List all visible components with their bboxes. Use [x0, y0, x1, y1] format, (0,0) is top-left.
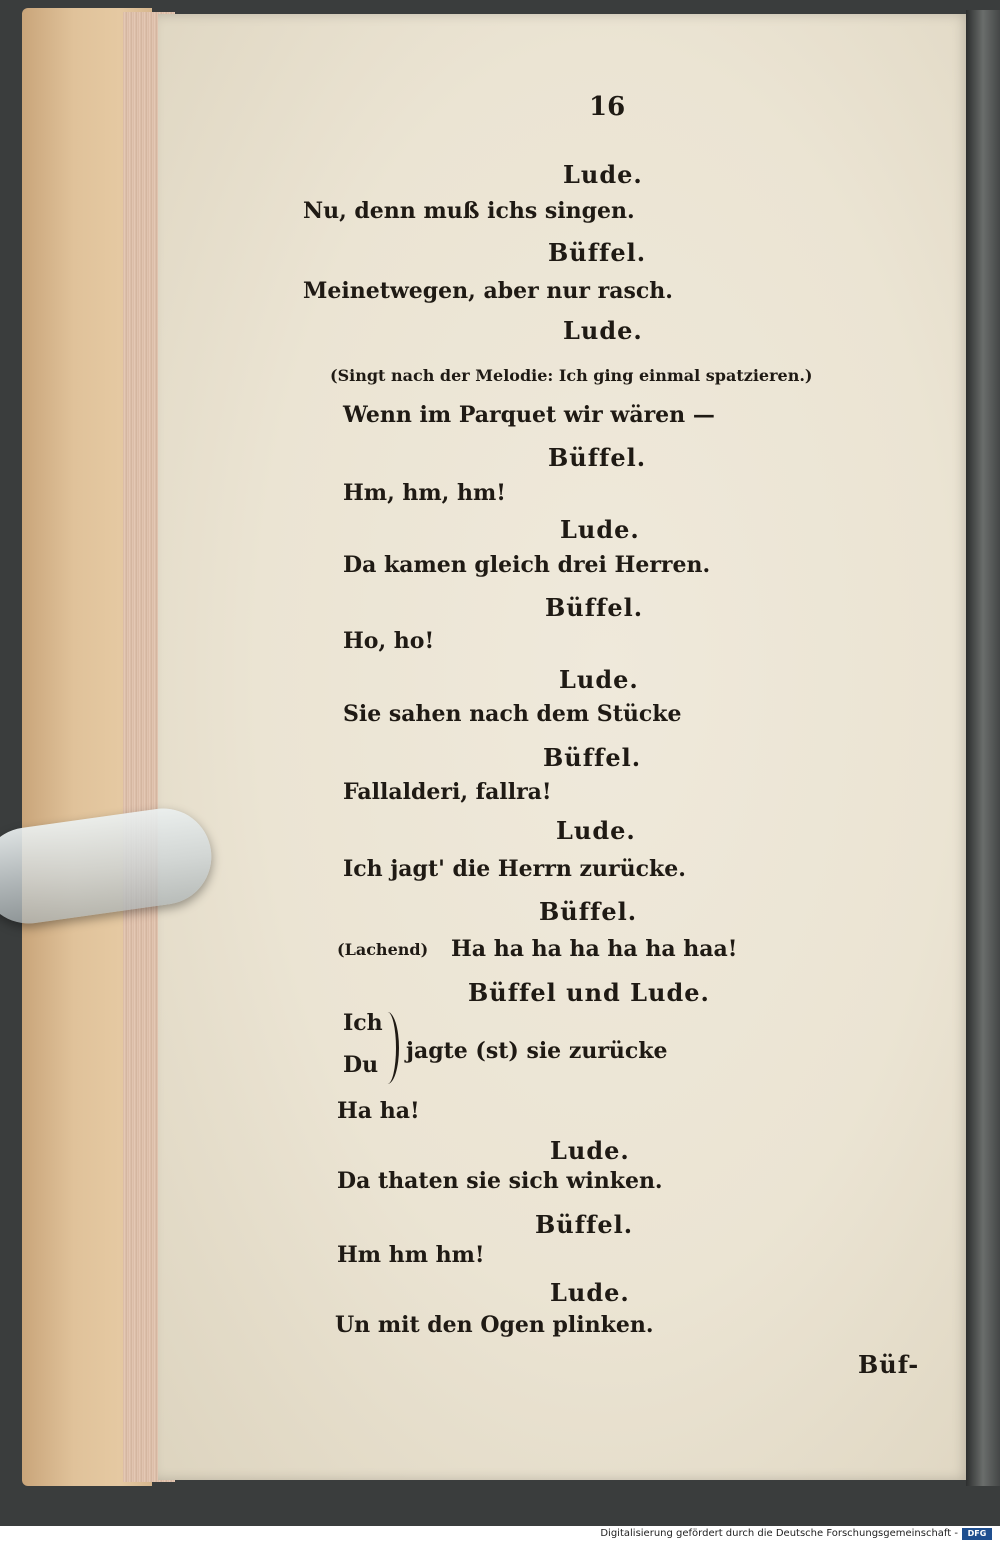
- text-line: Wenn im Parquet wir wären —: [343, 402, 715, 428]
- text-line: Un mit den Ogen plinken.: [335, 1312, 654, 1338]
- text-line: Meinetwegen, aber nur rasch.: [303, 278, 673, 304]
- text-line: Hm, hm, hm!: [343, 480, 506, 506]
- speaker-lude: Lude.: [550, 1136, 630, 1165]
- footer-bar: [0, 1526, 1000, 1542]
- text-line: Ich jagt' die Herrn zurücke.: [343, 856, 686, 882]
- speaker-lude: Lude.: [560, 515, 640, 544]
- speaker-bueffel: Büffel.: [535, 1210, 634, 1239]
- stage-direction: (Lachend): [337, 940, 429, 959]
- speaker-bueffel-und-lude: Büffel und Lude.: [468, 978, 710, 1007]
- text-line: Hm hm hm!: [337, 1242, 485, 1268]
- footer-credit: Digitalisierung gefördert durch die Deutsche Forschungsgemeinschaft -: [600, 1528, 958, 1539]
- speaker-lude: Lude.: [550, 1278, 630, 1307]
- speaker-lude: Lude.: [563, 160, 643, 189]
- speaker-lude: Lude.: [563, 316, 643, 345]
- text-line: Fallalderi, fallra!: [343, 779, 552, 805]
- catchword: Büf-: [858, 1350, 920, 1379]
- speaker-bueffel: Büffel.: [548, 238, 647, 267]
- dfg-logo-icon: DFG: [962, 1528, 992, 1540]
- brace-option-du: Du: [343, 1052, 379, 1078]
- speaker-lude: Lude.: [559, 665, 639, 694]
- text-line: Da kamen gleich drei Herren.: [343, 552, 711, 578]
- brace: [376, 1012, 399, 1084]
- speaker-lude: Lude.: [556, 816, 636, 845]
- text-line: Ha ha ha ha ha ha haa!: [451, 936, 738, 962]
- stage-direction: (Singt nach der Melodie: Ich ging einmal spatzieren.): [330, 366, 813, 385]
- text-line: Nu, denn muß ichs singen.: [303, 198, 635, 224]
- book-right-edge: [966, 10, 1000, 1486]
- text-line: jagte (st) sie zurücke: [406, 1038, 668, 1064]
- speaker-bueffel: Büffel.: [548, 443, 647, 472]
- page-number: 16: [589, 92, 626, 122]
- speaker-bueffel: Büffel.: [545, 593, 644, 622]
- text-line: Da thaten sie sich winken.: [337, 1168, 663, 1194]
- speaker-bueffel: Büffel.: [543, 743, 642, 772]
- brace-option-ich: Ich: [343, 1010, 383, 1036]
- text-line: Sie sahen nach dem Stücke: [343, 701, 682, 727]
- speaker-bueffel: Büffel.: [539, 897, 638, 926]
- text-line: Ha ha!: [337, 1098, 420, 1124]
- text-line: Ho, ho!: [343, 628, 435, 654]
